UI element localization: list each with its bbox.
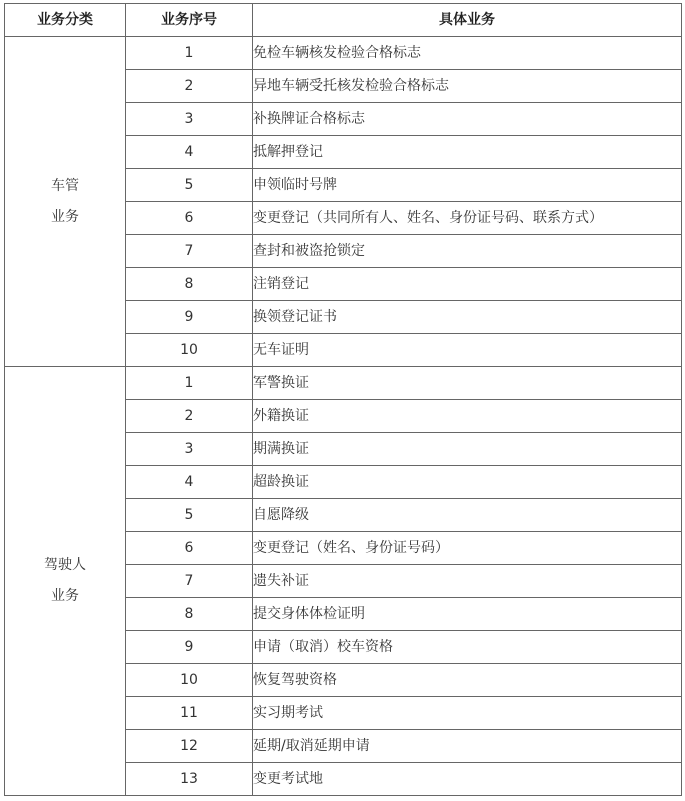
row-number-cell: 13 — [126, 763, 253, 796]
business-detail-cell: 注销登记 — [253, 268, 682, 301]
table-body — [5, 37, 682, 796]
category-cell — [5, 37, 126, 367]
business-detail-cell: 军警换证 — [253, 367, 682, 400]
category-label-line: 驾驶人 — [44, 557, 86, 573]
business-table — [4, 3, 682, 796]
business-detail-cell: 超龄换证 — [253, 466, 682, 499]
table-row — [5, 37, 682, 70]
header-row — [5, 4, 682, 37]
row-number-cell: 12 — [126, 730, 253, 763]
row-number-cell: 7 — [126, 565, 253, 598]
business-detail-cell: 免检车辆核发检验合格标志 — [253, 37, 682, 70]
category-label-line: 业务 — [51, 208, 79, 225]
business-detail-cell: 申请（取消）校车资格 — [253, 631, 682, 664]
row-number-cell: 8 — [126, 598, 253, 631]
category-label-line: 业务 — [51, 588, 79, 604]
header-category: 业务分类 — [5, 4, 126, 37]
row-number-cell: 7 — [126, 235, 253, 268]
business-detail-cell: 期满换证 — [253, 433, 682, 466]
business-detail-cell: 抵解押登记 — [253, 136, 682, 169]
row-number-cell: 2 — [126, 70, 253, 103]
row-number-cell: 4 — [126, 136, 253, 169]
category-label-line: 车管 — [51, 177, 79, 194]
row-number-cell: 10 — [126, 334, 253, 367]
row-number-cell: 1 — [126, 367, 253, 400]
business-table-container — [4, 3, 682, 796]
business-detail-cell: 遗失补证 — [253, 565, 682, 598]
business-detail-cell: 查封和被盗抢锁定 — [253, 235, 682, 268]
header-detail: 具体业务 — [253, 4, 682, 37]
row-number-cell: 1 — [126, 37, 253, 70]
table-header — [5, 4, 682, 37]
category-cell — [5, 367, 126, 796]
business-detail-cell: 变更考试地 — [253, 763, 682, 796]
business-detail-cell: 恢复驾驶资格 — [253, 664, 682, 697]
business-detail-cell: 申领临时号牌 — [253, 169, 682, 202]
business-detail-cell: 无车证明 — [253, 334, 682, 367]
row-number-cell: 10 — [126, 664, 253, 697]
row-number-cell: 4 — [126, 466, 253, 499]
header-number: 业务序号 — [126, 4, 253, 37]
row-number-cell: 3 — [126, 433, 253, 466]
row-number-cell: 5 — [126, 169, 253, 202]
row-number-cell: 3 — [126, 103, 253, 136]
row-number-cell: 6 — [126, 532, 253, 565]
business-detail-cell: 延期/取消延期申请 — [253, 730, 682, 763]
business-detail-cell: 外籍换证 — [253, 400, 682, 433]
business-detail-cell: 实习期考试 — [253, 697, 682, 730]
business-detail-cell: 提交身体体检证明 — [253, 598, 682, 631]
business-detail-cell: 补换牌证合格标志 — [253, 103, 682, 136]
row-number-cell: 9 — [126, 631, 253, 664]
row-number-cell: 8 — [126, 268, 253, 301]
business-detail-cell: 自愿降级 — [253, 499, 682, 532]
business-detail-cell: 变更登记（共同所有人、姓名、身份证号码、联系方式） — [253, 202, 682, 235]
business-detail-cell: 换领登记证书 — [253, 301, 682, 334]
table-row — [5, 367, 682, 400]
business-detail-cell: 变更登记（姓名、身份证号码） — [253, 532, 682, 565]
row-number-cell: 2 — [126, 400, 253, 433]
business-detail-cell: 异地车辆受托核发检验合格标志 — [253, 70, 682, 103]
row-number-cell: 5 — [126, 499, 253, 532]
row-number-cell: 6 — [126, 202, 253, 235]
row-number-cell: 9 — [126, 301, 253, 334]
row-number-cell: 11 — [126, 697, 253, 730]
